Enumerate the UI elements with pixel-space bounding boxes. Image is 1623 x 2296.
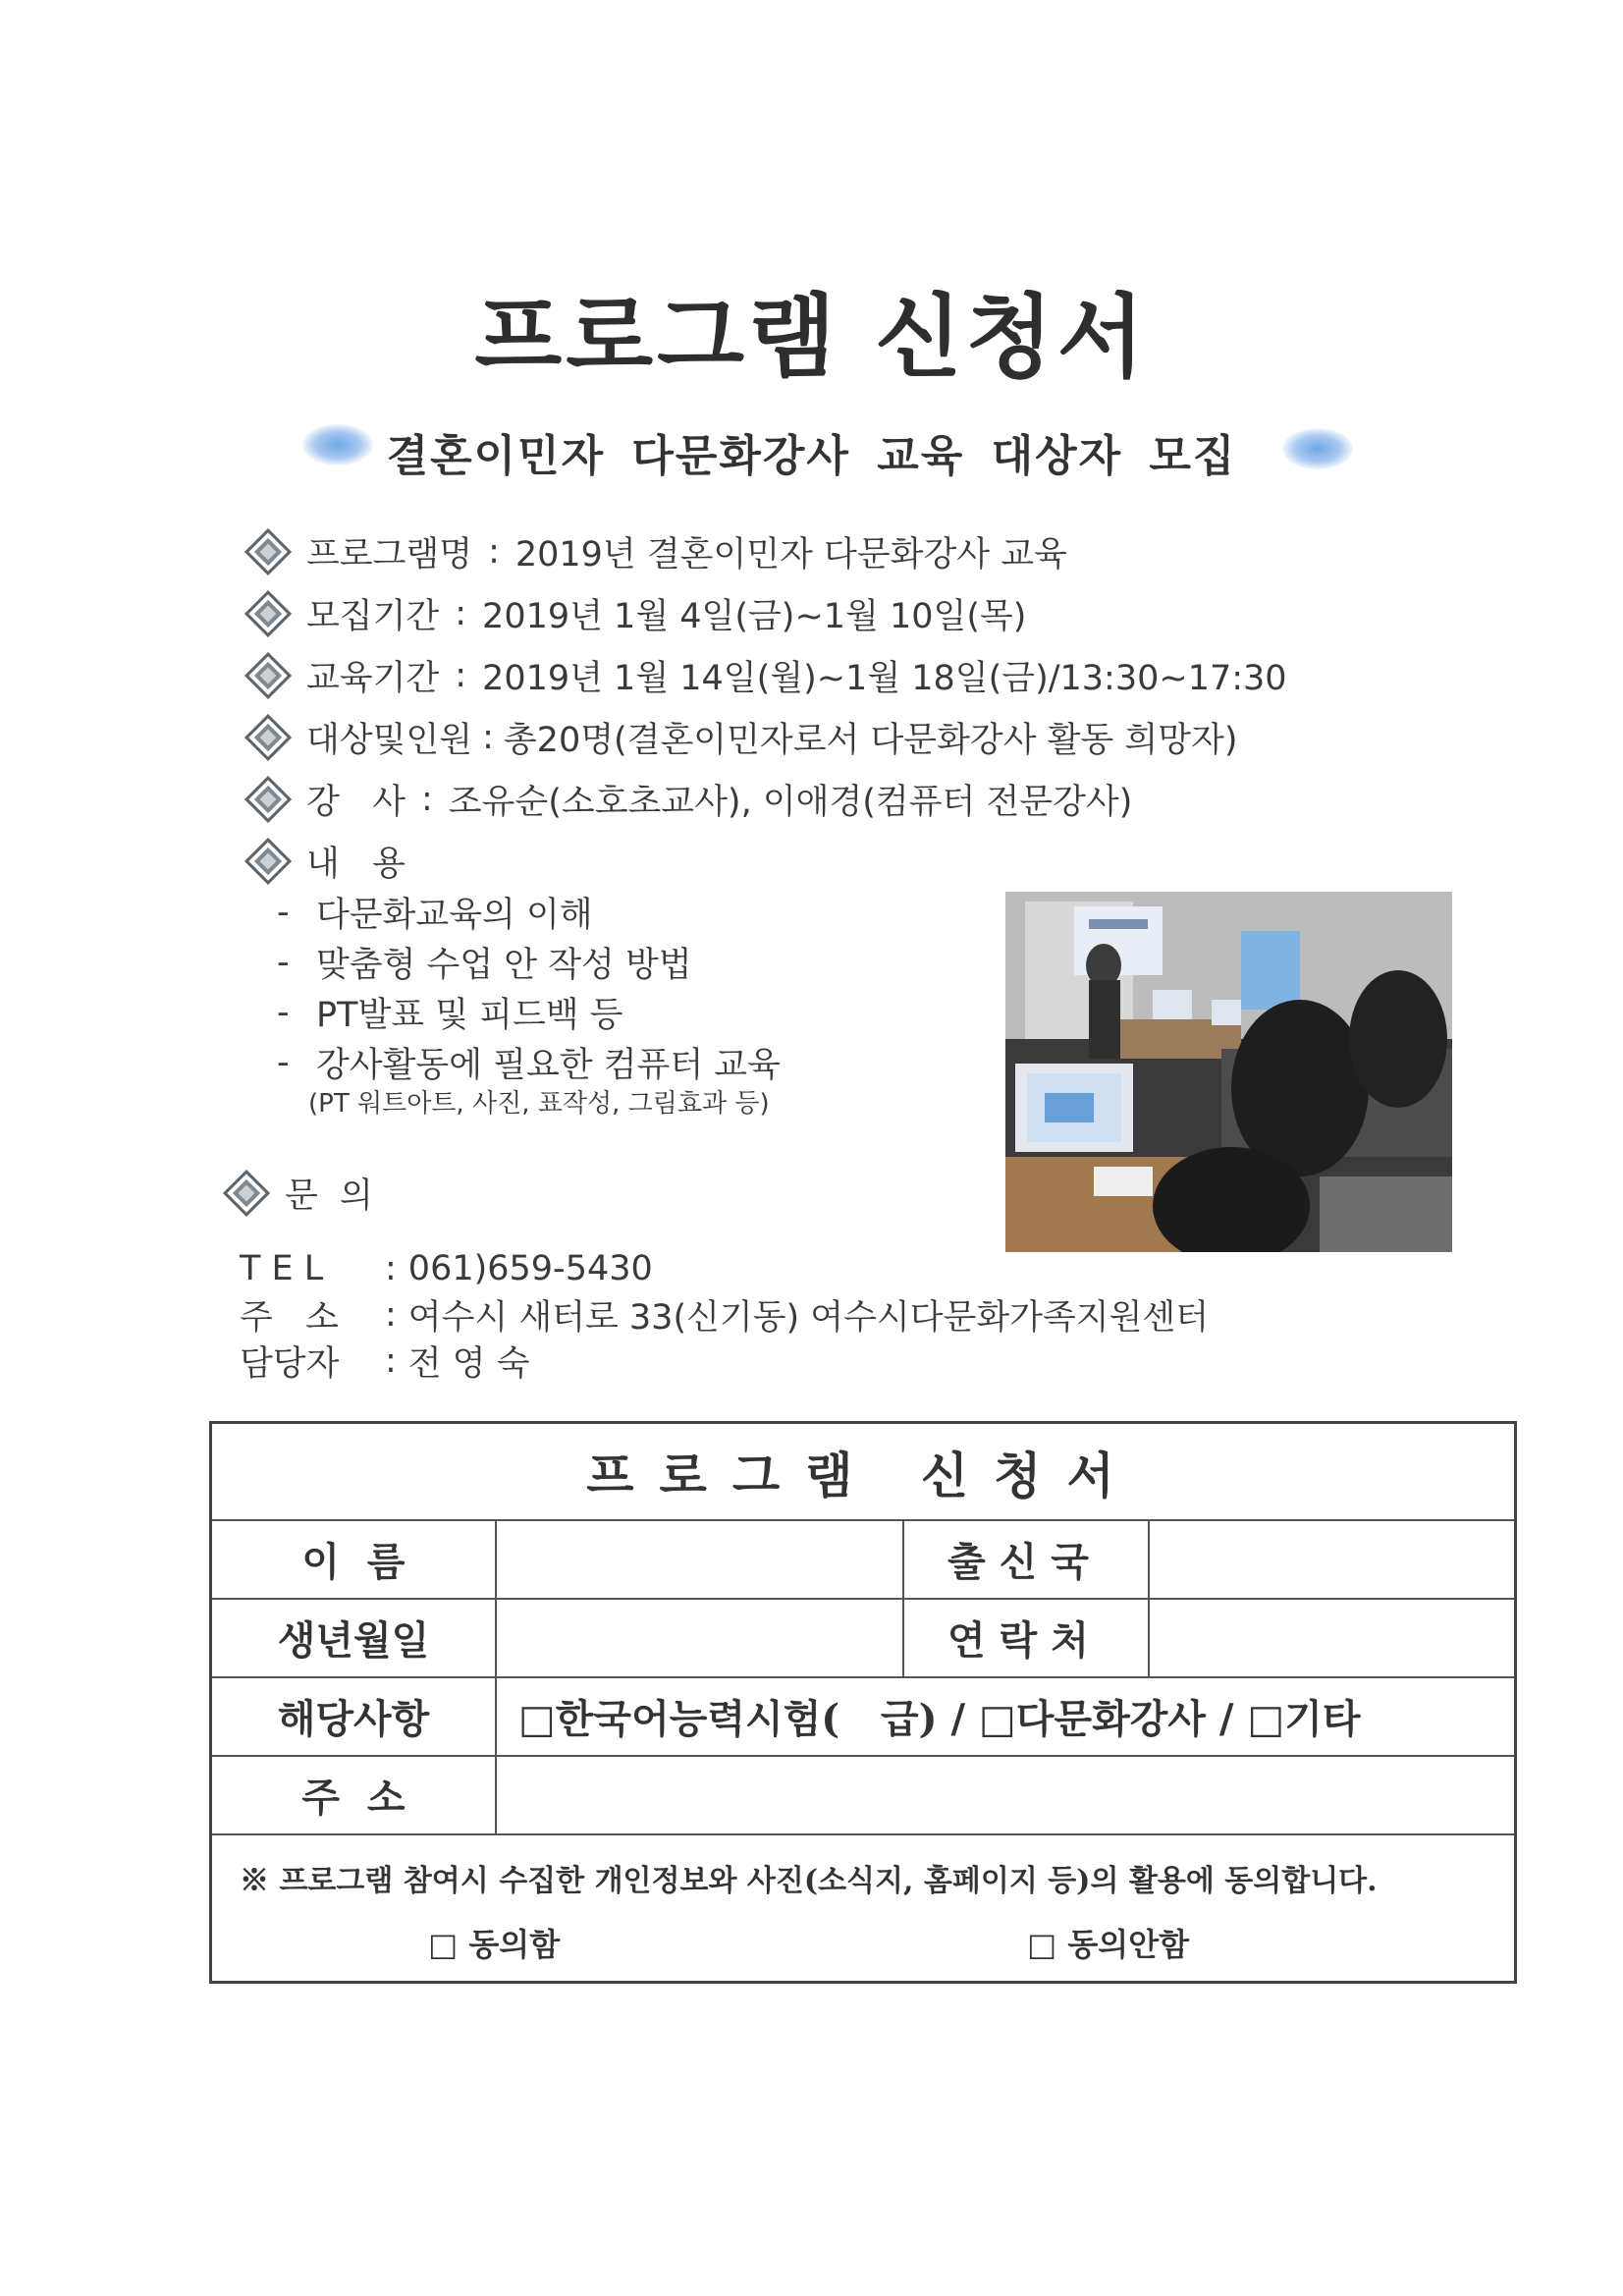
- info-label: 교육기간: [306, 658, 440, 698]
- diamond-bullet-icon: [244, 837, 292, 884]
- name-label: 이 름: [301, 1538, 406, 1585]
- info-value: 조유순(소호초교사), 이애경(컴퓨터 전문강사): [448, 782, 1133, 822]
- inquiry-heading: [222, 1164, 373, 1223]
- info-row-content: [243, 830, 1422, 892]
- info-value: 2019년 1월 4일(금)~1월 10일(목): [482, 596, 1027, 636]
- list-item: - 맞춤형 수업 안 작성 방법: [277, 942, 692, 985]
- subtitle-banner: [0, 412, 1623, 481]
- birthdate-label: 생년월일: [277, 1616, 430, 1664]
- program-info: [243, 520, 1422, 892]
- phone-field[interactable]: [1150, 1600, 1514, 1674]
- info-label: 강 사: [306, 782, 406, 822]
- category-options[interactable]: □한국어능력시험( 급) / □다문화강사 / □기타: [518, 1695, 1361, 1742]
- info-label: 대상및인원: [306, 720, 473, 760]
- contact-address: 주 소 : 여수시 새터로 33(신기동) 여수시다문화가족지원센터: [240, 1294, 1210, 1338]
- blue-glow-decoration: [1282, 428, 1353, 469]
- birthdate-field[interactable]: [497, 1600, 900, 1674]
- country-label: 출신국: [947, 1538, 1103, 1585]
- list-item: - 다문화교육의 이해: [277, 892, 593, 935]
- info-row-recruit-period: 모집기간 : 2019년 1월 4일(금)~1월 10일(목): [243, 582, 1422, 644]
- contact-manager: 담당자 : 전 영 숙: [240, 1340, 530, 1384]
- application-form: [209, 1421, 1517, 1984]
- diamond-bullet-icon: [244, 527, 292, 574]
- diamond-bullet-icon: [223, 1170, 270, 1217]
- diamond-bullet-icon: [244, 713, 292, 760]
- page-title: 프로그램 신청서: [474, 285, 1149, 390]
- form-divider: [212, 1833, 1514, 1835]
- phone-label: 연락처: [947, 1616, 1103, 1664]
- info-row-instructor: 강 사 : 조유순(소호초교사), 이애경(컴퓨터 전문강사): [243, 768, 1422, 830]
- content-list: [277, 887, 964, 1120]
- disagree-checkbox[interactable]: □ 동의안함: [1027, 1926, 1190, 1963]
- info-value: 2019년 1월 14일(월)~1월 18일(금)/13:30~17:30: [482, 658, 1287, 698]
- country-field[interactable]: [1150, 1521, 1514, 1596]
- address-field[interactable]: [497, 1757, 1514, 1831]
- diamond-bullet-icon: [244, 775, 292, 822]
- info-value: 2019년 결혼이민자 다문화강사 교육: [514, 534, 1067, 574]
- info-label: 모집기간: [306, 596, 440, 636]
- diamond-bullet-icon: [244, 589, 292, 636]
- list-item: - 강사활동에 필요한 컴퓨터 교육: [277, 1042, 781, 1085]
- consent-text: ※ 프로그램 참여시 수집한 개인정보와 사진(소식지, 홈페이지 등)의 활용에 동의합니다.: [240, 1864, 1378, 1898]
- agree-checkbox[interactable]: □ 동의함: [428, 1926, 561, 1963]
- subtitle: 결혼이민자 다문화강사 교육 대상자 모집: [386, 431, 1237, 481]
- diamond-bullet-icon: [244, 651, 292, 698]
- info-row-target: 대상및인원 : 총20명(결혼이민자로서 다문화강사 활동 희망자): [243, 706, 1422, 768]
- category-label: 해당사항: [277, 1695, 430, 1742]
- info-row-education-period: 교육기간 : 2019년 1월 14일(월)~1월 18일(금)/13:30~17:30: [243, 644, 1422, 706]
- classroom-photo: [1005, 892, 1452, 1252]
- info-row-program-name: 프로그램명 : 2019년 결혼이민자 다문화강사 교육: [243, 520, 1422, 582]
- classroom-photo-image: [1005, 892, 1452, 1252]
- content-note: (PT 워트아트, 사진, 표작성, 그림효과 등): [308, 1089, 770, 1119]
- info-label: 내 용: [306, 844, 406, 884]
- form-title: 프로그램 신청서: [586, 1446, 1140, 1504]
- info-value: 총20명(결혼이민자로서 다문화강사 활동 희망자): [503, 720, 1238, 760]
- info-label: 프로그램명: [306, 534, 473, 574]
- contact-tel: T E L : 061)659-5430: [240, 1248, 653, 1288]
- address-label: 주 소: [301, 1774, 406, 1821]
- inquiry-label: 문 의: [285, 1176, 373, 1216]
- name-field[interactable]: [497, 1521, 900, 1596]
- contact-info: [240, 1245, 1209, 1384]
- list-item: - PT발표 및 피드백 등: [277, 992, 623, 1035]
